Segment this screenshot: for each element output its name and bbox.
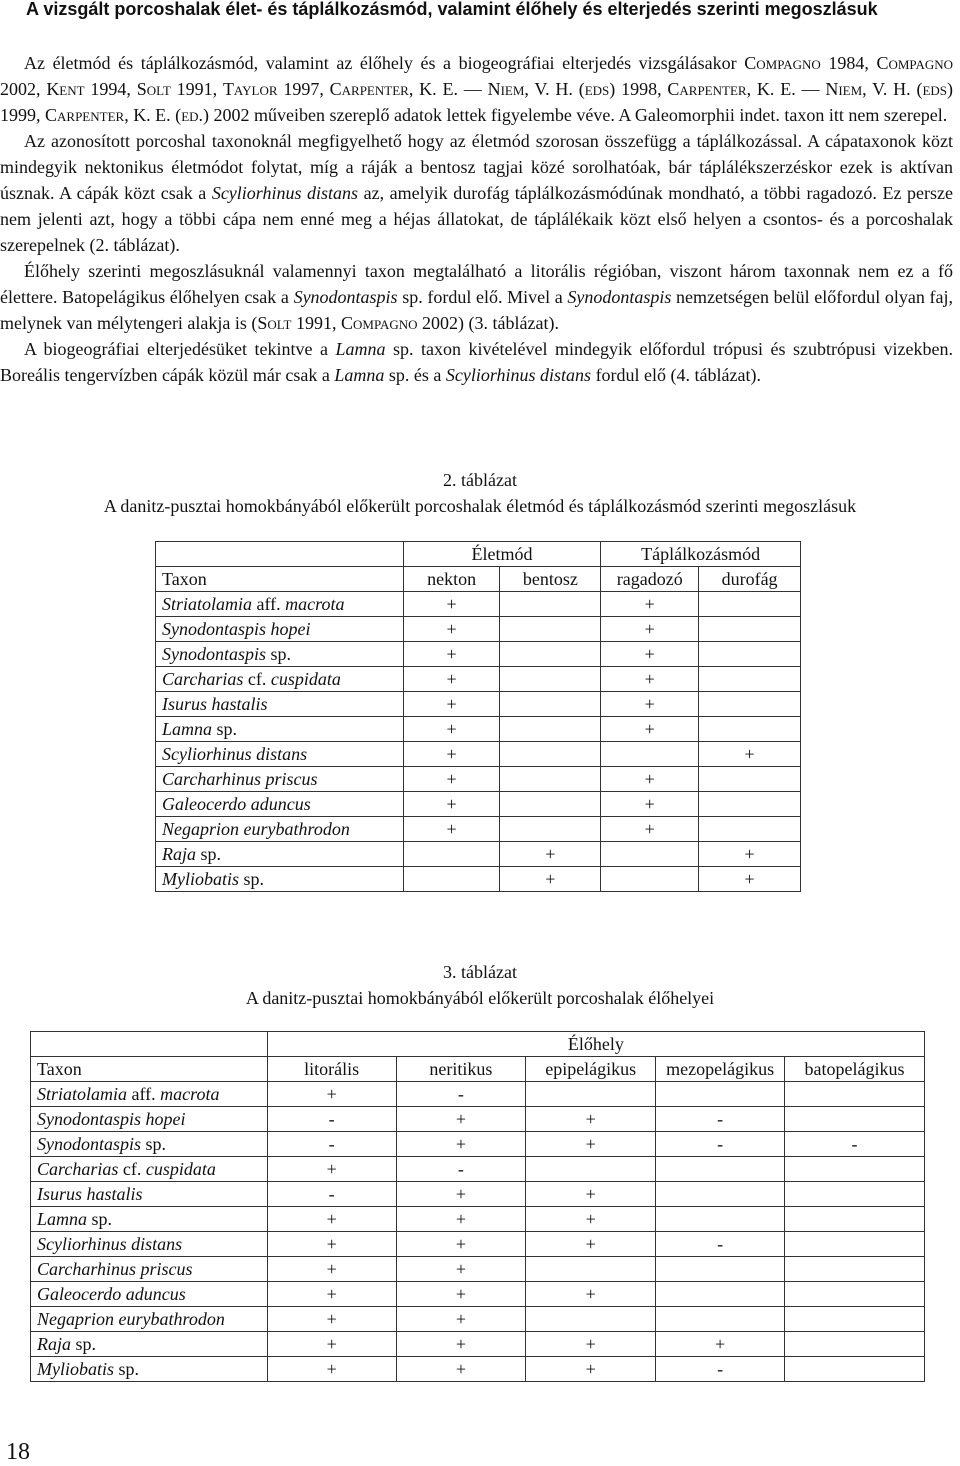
value-cell: + (526, 1332, 656, 1357)
taxon-cell: Galeocerdo aduncus (156, 792, 404, 817)
taxon-cell: Striatolamia aff. macrota (156, 592, 404, 617)
value-cell (785, 1107, 925, 1132)
value-cell (785, 1257, 925, 1282)
table-row (31, 1332, 925, 1357)
value-cell (699, 592, 801, 617)
value-cell: + (396, 1357, 526, 1382)
value-cell: - (396, 1157, 526, 1182)
table-group-header-row (156, 542, 801, 567)
value-cell: - (656, 1107, 785, 1132)
taxon-cell: Synodontaspis hopei (156, 617, 404, 642)
taxon-cell: Isurus hastalis (156, 692, 404, 717)
taxon-cell: Myliobatis sp. (31, 1357, 268, 1382)
paragraph-4: A biogeográfiai elterjedésüket tekintve a Lamna sp. taxon kivételével mindegyik előfordul trópusi és szubtrópusi vizekben. Boreális tengervízben cápák közül már csak a Lamna sp. és a Scyliorhinus distans fordul elő (4. táblázat). (0, 339, 954, 385)
value-cell: + (396, 1332, 526, 1357)
value-cell (500, 742, 601, 767)
value-cell: - (267, 1132, 396, 1157)
taxon-cell: Lamna sp. (156, 717, 404, 742)
value-cell (656, 1157, 785, 1182)
value-cell: + (601, 767, 699, 792)
value-cell (403, 842, 500, 867)
table-header-empty (31, 1032, 268, 1057)
table3-number: 3. táblázat (443, 962, 517, 982)
value-cell (526, 1082, 656, 1107)
value-cell (500, 717, 601, 742)
column-header: ragadozó (601, 567, 699, 592)
table-row (31, 1207, 925, 1232)
value-cell (699, 717, 801, 742)
value-cell (526, 1157, 656, 1182)
value-cell: + (403, 717, 500, 742)
table-row (156, 817, 801, 842)
value-cell: - (656, 1232, 785, 1257)
table2-title: A danitz-pusztai homokbányából előkerült porcoshalak életmód és táplálkozásmód szerinti megoszlásuk (103, 496, 857, 516)
value-cell: + (267, 1257, 396, 1282)
value-cell: + (601, 792, 699, 817)
value-cell (500, 667, 601, 692)
table2-number: 2. táblázat (443, 470, 517, 490)
table-row (156, 642, 801, 667)
value-cell: + (500, 867, 601, 892)
value-cell: + (699, 867, 801, 892)
taxon-cell: Raja sp. (31, 1332, 268, 1357)
taxon-cell: Striatolamia aff. macrota (31, 1082, 268, 1107)
value-cell (656, 1082, 785, 1107)
value-cell: + (526, 1107, 656, 1132)
taxon-cell: Synodontaspis sp. (156, 642, 404, 667)
value-cell: - (267, 1107, 396, 1132)
table-row (156, 667, 801, 692)
value-cell: + (500, 842, 601, 867)
value-cell: + (396, 1182, 526, 1207)
value-cell (785, 1157, 925, 1182)
taxon-cell: Lamna sp. (31, 1207, 268, 1232)
paragraph-2: Az azonosított porcoshal taxonoknál megfigyelhető hogy az életmód szorosan összefügg a táplálkozással. A cápataxonok közt mindegyik nektonikus életmódot folytat, míg a ráják a bentosz tagjai közé sorolhatóak, bár táplálékszerzéskor ezek is aktívan úsznak. A cápák közt csak a Scyliorhinus distans az, amelyik durofág táplálkozásmódúnak mondható, a többi ragadozó. Ez persze nem jelenti azt, hogy a többi cápa nem enné meg a héjas állatokat, de táplálékaik közt első helyen a csontos- és a porcoshalak szerepelnek (2. táblázat). (0, 131, 953, 255)
column-header: Taxon (31, 1057, 268, 1082)
table-row (31, 1082, 925, 1107)
value-cell (656, 1182, 785, 1207)
column-header: neritikus (396, 1057, 526, 1082)
value-cell: + (601, 717, 699, 742)
taxon-cell: Carcharhinus priscus (31, 1257, 268, 1282)
table-row (31, 1357, 925, 1382)
table-row (156, 592, 801, 617)
table-row (156, 742, 801, 767)
value-cell: + (526, 1207, 656, 1232)
value-cell: + (403, 817, 500, 842)
value-cell (601, 842, 699, 867)
paragraph-1: Az életmód és táplálkozásmód, valamint az élőhely és a biogeográfiai elterjedés vizsgálásakor Compagno 1984, Compagno 2002, Kent 1994, Solt 1991, Taylor 1997, Carpenter, K. E. — Niem, V. H. (eds) 1998, Carpenter, K. E. — Niem, V. H. (eds) 1999, Carpenter, K. E. (ed.) 2002 műveiben szereplő adatok lettek figyelembe véve. A Galeomorphii indet. taxon itt nem szerepel. (0, 53, 954, 125)
value-cell: + (403, 617, 500, 642)
taxon-cell: Synodontaspis sp. (31, 1132, 268, 1157)
value-cell (656, 1207, 785, 1232)
value-cell (785, 1207, 925, 1232)
value-cell: + (601, 592, 699, 617)
column-header: durofág (699, 567, 801, 592)
value-cell (699, 767, 801, 792)
taxon-cell: Carcharias cf. cuspidata (156, 667, 404, 692)
value-cell: - (267, 1182, 396, 1207)
table-row (156, 767, 801, 792)
value-cell (656, 1282, 785, 1307)
table-row (31, 1232, 925, 1257)
value-cell: + (403, 742, 500, 767)
value-cell: + (396, 1232, 526, 1257)
taxon-cell: Isurus hastalis (31, 1182, 268, 1207)
value-cell: - (656, 1132, 785, 1157)
table-row (31, 1132, 925, 1157)
table-row (156, 692, 801, 717)
value-cell (500, 617, 601, 642)
table-row (156, 867, 801, 892)
table-group-header: Életmód (403, 542, 601, 567)
value-cell (699, 617, 801, 642)
value-cell (699, 692, 801, 717)
value-cell (785, 1307, 925, 1332)
value-cell: + (403, 642, 500, 667)
value-cell: + (526, 1357, 656, 1382)
column-header: nekton (403, 567, 500, 592)
value-cell (500, 692, 601, 717)
value-cell: + (526, 1282, 656, 1307)
table-row (31, 1107, 925, 1132)
column-header: epipelágikus (526, 1057, 656, 1082)
value-cell (785, 1282, 925, 1307)
taxon-cell: Synodontaspis hopei (31, 1107, 268, 1132)
value-cell (699, 817, 801, 842)
taxon-cell: Negaprion eurybathrodon (31, 1307, 268, 1332)
value-cell (500, 817, 601, 842)
table-row (156, 792, 801, 817)
taxon-cell: Carcharias cf. cuspidata (31, 1157, 268, 1182)
value-cell: + (267, 1357, 396, 1382)
table-row (31, 1307, 925, 1332)
value-cell: - (396, 1082, 526, 1107)
value-cell: + (267, 1332, 396, 1357)
table-header-row (31, 1057, 925, 1082)
section-heading: A vizsgált porcoshalak élet- és táplálkozásmód, valamint élőhely és elterjedés szerinti megoszlásuk (26, 0, 878, 19)
column-header: litorális (267, 1057, 396, 1082)
value-cell (500, 642, 601, 667)
table-group-header: Táplálkozásmód (601, 542, 801, 567)
table3-title: A danitz-pusztai homokbányából előkerült porcoshalak élőhelyei (245, 988, 715, 1008)
table-row (31, 1182, 925, 1207)
value-cell: + (601, 617, 699, 642)
value-cell: + (267, 1232, 396, 1257)
value-cell: + (267, 1282, 396, 1307)
value-cell: - (656, 1357, 785, 1382)
value-cell: + (396, 1282, 526, 1307)
table-row (31, 1282, 925, 1307)
value-cell: + (396, 1307, 526, 1332)
value-cell (403, 867, 500, 892)
table-3 (30, 1031, 925, 1382)
value-cell: + (601, 692, 699, 717)
value-cell: + (267, 1307, 396, 1332)
value-cell: + (601, 642, 699, 667)
taxon-cell: Negaprion eurybathrodon (156, 817, 404, 842)
value-cell: + (267, 1157, 396, 1182)
value-cell: + (267, 1207, 396, 1232)
column-header: mezopelágikus (656, 1057, 785, 1082)
table-row (31, 1157, 925, 1182)
value-cell: + (403, 692, 500, 717)
table-header-empty (156, 542, 404, 567)
value-cell: + (267, 1082, 396, 1107)
column-header: Taxon (156, 567, 404, 592)
table-row (156, 842, 801, 867)
table-row (156, 617, 801, 642)
value-cell (785, 1082, 925, 1107)
value-cell (526, 1307, 656, 1332)
table-row (156, 717, 801, 742)
value-cell (656, 1257, 785, 1282)
value-cell (785, 1332, 925, 1357)
value-cell: + (396, 1257, 526, 1282)
value-cell: + (403, 792, 500, 817)
value-cell (699, 667, 801, 692)
value-cell: + (699, 842, 801, 867)
value-cell (500, 792, 601, 817)
value-cell (785, 1232, 925, 1257)
taxon-cell: Scyliorhinus distans (156, 742, 404, 767)
value-cell (785, 1182, 925, 1207)
value-cell: + (396, 1132, 526, 1157)
value-cell: + (526, 1182, 656, 1207)
value-cell: + (403, 667, 500, 692)
taxon-cell: Raja sp. (156, 842, 404, 867)
page-number: 18 (6, 1439, 30, 1465)
column-header: batopelágikus (785, 1057, 925, 1082)
taxon-cell: Scyliorhinus distans (31, 1232, 268, 1257)
value-cell (500, 592, 601, 617)
value-cell (526, 1257, 656, 1282)
value-cell: + (403, 767, 500, 792)
value-cell: + (601, 817, 699, 842)
table-2 (155, 541, 801, 892)
taxon-cell: Carcharhinus priscus (156, 767, 404, 792)
value-cell (656, 1307, 785, 1332)
body-text (0, 50, 953, 388)
value-cell: + (403, 592, 500, 617)
value-cell: + (396, 1207, 526, 1232)
taxon-cell: Myliobatis sp. (156, 867, 404, 892)
taxon-cell: Galeocerdo aduncus (31, 1282, 268, 1307)
paragraph-3: Élőhely szerinti megoszlásuknál valamennyi taxon megtalálható a litorális régióban, viszont három taxonnak nem ez a fő élettere. Batopelágikus élőhelyen csak a Synodontaspis sp. fordul elő. Mivel a Synodontaspis nemzetségen belül előfordul olyan faj, melynek van mélytengeri alakja is (Solt 1991, Compagno 2002) (3. táblázat). (0, 261, 953, 333)
table-header-row (156, 567, 801, 592)
value-cell (500, 767, 601, 792)
value-cell: + (526, 1232, 656, 1257)
value-cell: + (656, 1332, 785, 1357)
value-cell: - (785, 1132, 925, 1157)
value-cell: + (396, 1107, 526, 1132)
value-cell: + (601, 667, 699, 692)
value-cell (699, 792, 801, 817)
value-cell (601, 867, 699, 892)
value-cell (785, 1357, 925, 1382)
value-cell (601, 742, 699, 767)
table-row (31, 1257, 925, 1282)
value-cell: + (526, 1132, 656, 1157)
table-group-header-row (31, 1032, 925, 1057)
table-group-header: Élőhely (267, 1032, 924, 1057)
value-cell (699, 642, 801, 667)
value-cell: + (699, 742, 801, 767)
column-header: bentosz (500, 567, 601, 592)
